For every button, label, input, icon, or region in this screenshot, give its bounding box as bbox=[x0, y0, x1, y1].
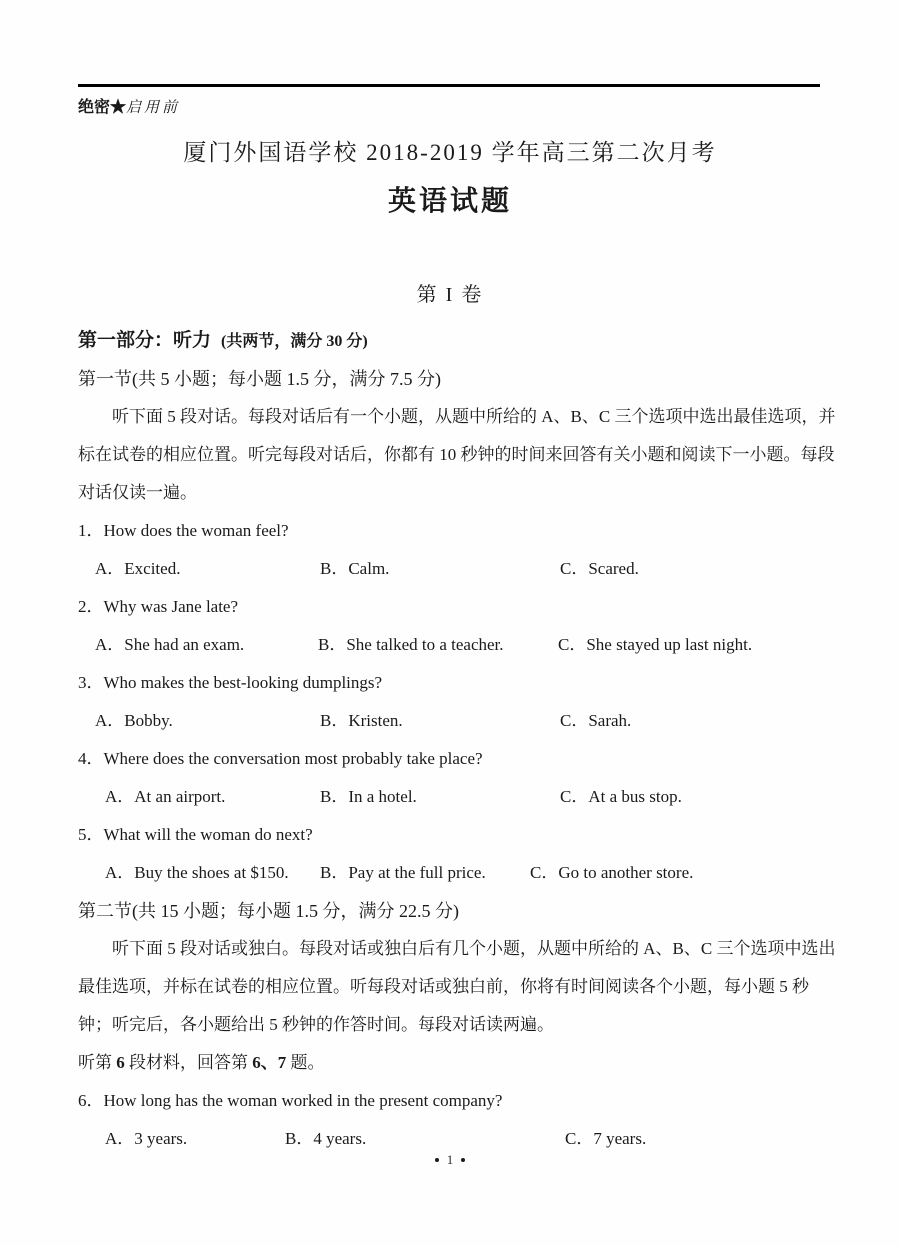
option-b: B．Calm. bbox=[320, 559, 390, 578]
volume-heading: 第 I 卷 bbox=[416, 284, 484, 306]
question-item bbox=[78, 816, 842, 892]
part1-heading-main: 第一部分：听力 bbox=[78, 330, 212, 351]
option-a: A．At an airport. bbox=[105, 787, 226, 806]
options-row bbox=[78, 626, 842, 664]
question-list-section2 bbox=[78, 1082, 842, 1158]
question-line bbox=[78, 588, 842, 626]
section1-instructions: 听下面 5 段对话。每段对话后有一个小题，从题中所给的 A、B、C 三个选项中选出最佳选项，并标在试卷的相应位置。听完每段对话后，你都有 10 秒钟的时间来回答有关小题和阅读下一小题。每段对话仅读一遍。 bbox=[78, 407, 836, 502]
question-line bbox=[78, 1082, 842, 1120]
question-line bbox=[78, 512, 842, 550]
subject-title: 英语试题 bbox=[387, 185, 512, 216]
page-number: 1 bbox=[446, 1152, 454, 1167]
option-b: B．4 years. bbox=[285, 1129, 367, 1148]
material-prompt bbox=[78, 1044, 842, 1082]
option-b: B．In a hotel. bbox=[320, 787, 417, 806]
question-item bbox=[78, 740, 842, 816]
footer-left-dot-icon bbox=[435, 1158, 439, 1162]
question-text: Who makes the best-looking dumplings? bbox=[103, 673, 383, 692]
option-b: B．She talked to a teacher. bbox=[318, 635, 504, 654]
exam-body bbox=[78, 322, 842, 1158]
options-row bbox=[78, 702, 842, 740]
question-line bbox=[78, 740, 842, 778]
question-item bbox=[78, 664, 842, 740]
part1-heading-note: (共两节，满分 30 分) bbox=[221, 333, 368, 350]
question-text: Why was Jane late? bbox=[103, 597, 239, 616]
option-b: B．Pay at the full price. bbox=[320, 863, 486, 882]
classification-before-use-text: 启用前 bbox=[126, 100, 181, 116]
options-row bbox=[78, 778, 842, 816]
classification-label bbox=[78, 94, 180, 117]
material-prompt-number: 6、7 bbox=[252, 1053, 287, 1072]
footer-right-dot-icon bbox=[461, 1158, 465, 1162]
question-number: 3． bbox=[78, 673, 104, 692]
top-rule bbox=[78, 84, 820, 87]
question-text: How long has the woman worked in the present company? bbox=[103, 1091, 503, 1110]
option-b: B．Kristen. bbox=[320, 711, 403, 730]
question-text: Where does the conversation most probably take place? bbox=[103, 749, 483, 768]
section2-heading: 第二节(共 15 小题；每小题 1.5 分，满分 22.5 分) bbox=[78, 901, 459, 921]
question-item bbox=[78, 512, 842, 588]
question-text: What will the woman do next? bbox=[103, 825, 313, 844]
material-prompt-number: 6 bbox=[116, 1053, 125, 1072]
option-a: A．Bobby. bbox=[95, 711, 173, 730]
option-c: C．Sarah. bbox=[560, 711, 632, 730]
question-number: 4． bbox=[78, 749, 104, 768]
question-number: 2． bbox=[78, 597, 104, 616]
question-number: 6． bbox=[78, 1091, 104, 1110]
section2-instructions: 听下面 5 段对话或独白。每段对话或独白后有几个小题，从题中所给的 A、B、C 三个选项中选出最佳选项，并标在试卷的相应位置。听每段对话或独白前，你将有时间阅读各个小题，每小题 5 秒钟；听完后，各小题给出 5 秒钟的作答时间。每段对话读两遍。 bbox=[78, 939, 836, 1034]
question-list-section1 bbox=[78, 512, 842, 892]
question-line bbox=[78, 664, 842, 702]
classification-secret-text: 绝密★ bbox=[78, 99, 127, 116]
exam-title: 厦门外国语学校 2018-2019 学年高三第二次月考 bbox=[183, 140, 717, 165]
option-c: C．Scared. bbox=[560, 559, 639, 578]
question-number: 1． bbox=[78, 521, 104, 540]
options-row bbox=[78, 550, 842, 588]
option-a: A．She had an exam. bbox=[95, 635, 245, 654]
question-text: How does the woman feel? bbox=[103, 521, 289, 540]
question-line bbox=[78, 816, 842, 854]
page-number-area bbox=[0, 1152, 900, 1168]
options-row bbox=[78, 854, 842, 892]
option-a: A．Excited. bbox=[95, 559, 181, 578]
question-number: 5． bbox=[78, 825, 104, 844]
material-prompt-text: 听第 bbox=[78, 1053, 117, 1072]
option-c: C．7 years. bbox=[565, 1129, 647, 1148]
option-c: C．She stayed up last night. bbox=[558, 635, 753, 654]
option-c: C．At a bus stop. bbox=[560, 787, 682, 806]
question-item bbox=[78, 588, 842, 664]
material-prompt-text: 段材料，回答第 bbox=[124, 1053, 253, 1072]
section1-heading: 第一节(共 5 小题；每小题 1.5 分，满分 7.5 分) bbox=[78, 369, 441, 389]
part1-heading bbox=[78, 322, 842, 360]
option-c: C．Go to another store. bbox=[530, 863, 694, 882]
question-item bbox=[78, 1082, 842, 1158]
material-prompt-text: 题。 bbox=[286, 1053, 325, 1072]
option-a: A．3 years. bbox=[105, 1129, 188, 1148]
option-a: A．Buy the shoes at $150. bbox=[105, 863, 289, 882]
